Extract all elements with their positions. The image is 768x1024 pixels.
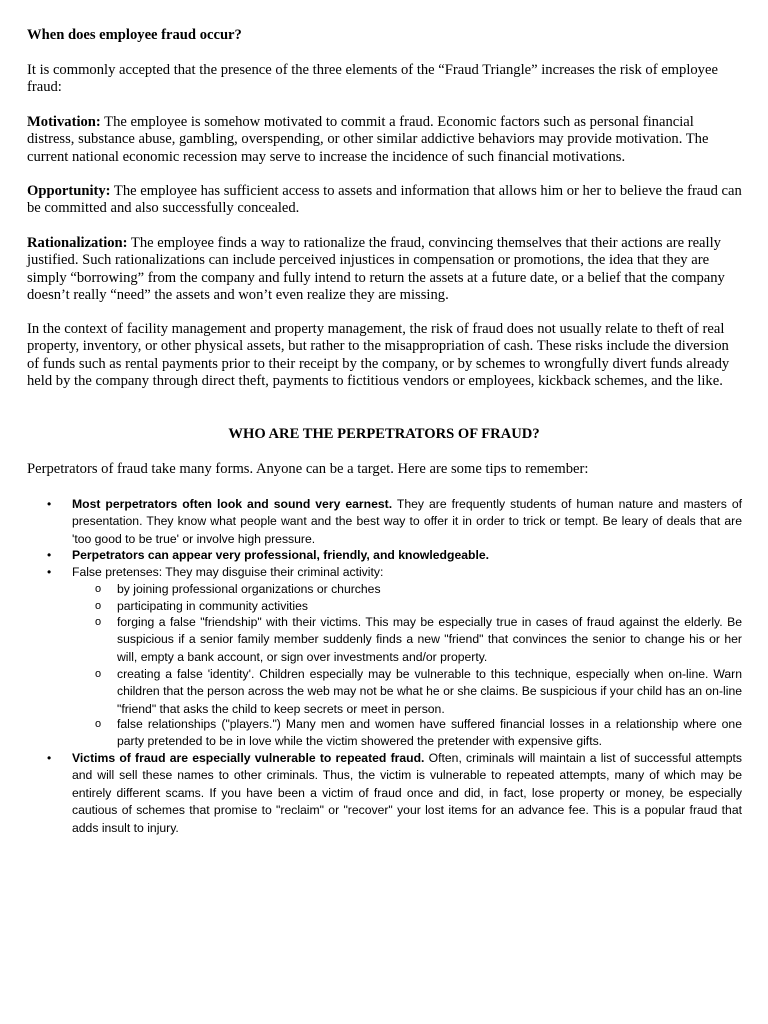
rationalization-label: Rationalization: [27, 235, 128, 251]
motivation-text: The employee is somehow motivated to commit a fraud. Economic factors such as personal financial distress, substance abuse, gambling, overspending, or other similar addictive behaviors may provide motivation. The current national economic recession may serve to increase the incidence of such financial motivations. [27, 114, 709, 165]
bullet-icon: • [47, 565, 52, 579]
list-item-lead: Victims of fraud are especially vulnerable to repeated fraud. [72, 751, 425, 765]
bullet-icon: • [47, 497, 52, 511]
tips-intro: Perpetrators of fraud take many forms. Anyone can be a target. Here are some tips to remember: [27, 461, 589, 477]
list-item [72, 750, 742, 837]
sub-list-item: false relationships ("players.") Many men and women have suffered financial losses in a relationship where one party pretended to be in love while the victim showered the pretender with expensive gifts. [117, 717, 742, 749]
rationalization-text: The employee finds a way to rationalize the fraud, convincing themselves that their actions are really justified. Such rationalizations can include perceived injustices in compensation or promotions, the idea that they are simply “borrowing” from the company and fully intend to return the assets at a future date, or a belief that the company doesn’t really “need” the assets and won’t even realize they are missing. [27, 235, 725, 304]
sub-bullet-icon: o [95, 718, 102, 730]
intro-paragraph: It is commonly accepted that the presence of the three elements of the “Fraud Triangle” increases the risk of employee fraud: [27, 62, 718, 96]
list-item-text: They are frequently students of human nature and masters of presentation. They know what people want and the best way to offer it in order to trick or tempt. Be leary of deals that are 'too good to be true' or involve high pressure. [72, 497, 743, 546]
sub-list-item: forging a false "friendship" with their victims. This may be especially true in cases of fraud against the elderly. Be suspicious if a senior family member suddenly finds a new "friend" that convinces the senior to change his or her will, empty a bank account, or sign over investments and/or property. [117, 615, 742, 664]
list-item-text: Often, criminals will maintain a list of successful attempts and will sell these names to other criminals. Thus, the victim is vulnerable to repeated attempts, many of which may be entirely different scams. If you have been a victim of fraud once and did, in fact, lose property or money, be especially cautious of schemes that promise to "reclaim" or "recover" your lost items for an advance fee. This is a popular fraud that adds insult to injury. [72, 751, 743, 835]
list-item [72, 496, 742, 548]
heading-when-fraud: When does employee fraud occur? [27, 27, 242, 43]
sub-bullet-icon: o [95, 600, 102, 612]
bullet-icon: • [47, 548, 52, 562]
context-paragraph: In the context of facility management and property management, the risk of fraud does not usually relate to theft of real property, inventory, or other physical assets, but rather to the misappropriation of cash. These risks include the diversion of funds such as rental payments prior to their receipt by the company, or by schemes to wrongfully divert funds already held by the company through direct theft, payments to fictitious vendors or employees, kickback schemes, and the like. [27, 321, 730, 390]
sub-list-item: by joining professional organizations or churches [117, 582, 381, 596]
rationalization-paragraph [27, 235, 743, 305]
sub-list-item: participating in community activities [117, 599, 309, 613]
list-item [72, 564, 742, 581]
sub-bullet-icon: o [95, 616, 102, 628]
sub-bullet-icon: o [95, 668, 102, 680]
motivation-paragraph [27, 114, 743, 166]
motivation-label: Motivation: [27, 114, 101, 130]
sub-list-item: creating a false 'identity'. Children especially may be vulnerable to this technique, especially when on-line. Warn children that the person across the web may not be what he or she claims. Be suspicious if your child has an on-line "friend" that asks the child to keep secrets or meet in person. [117, 667, 742, 716]
heading-perpetrators: WHO ARE THE PERPETRATORS OF FRAUD? [228, 426, 540, 442]
opportunity-text: The employee has sufficient access to assets and information that allows him or her to believe the fraud can be committed and also successfully concealed. [27, 183, 742, 217]
bullet-icon: • [47, 751, 52, 765]
list-item-text: False pretenses: They may disguise their criminal activity: [72, 565, 384, 579]
list-item [72, 547, 742, 564]
opportunity-paragraph [27, 183, 743, 218]
opportunity-label: Opportunity: [27, 183, 111, 199]
list-item-lead: Most perpetrators often look and sound very earnest. [72, 497, 393, 511]
sub-bullet-icon: o [95, 583, 102, 595]
list-item-lead: Perpetrators can appear very professional, friendly, and knowledgeable. [72, 548, 489, 562]
